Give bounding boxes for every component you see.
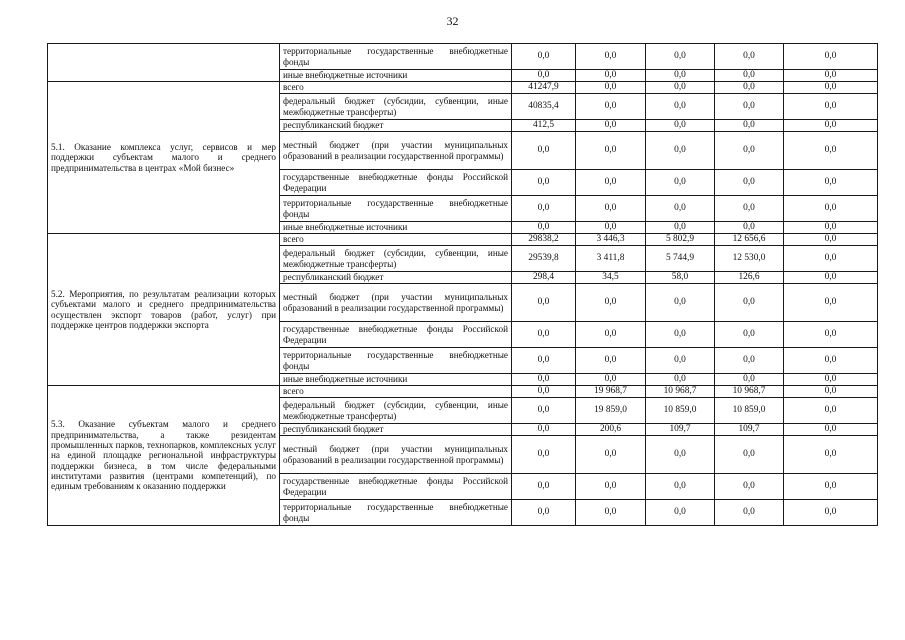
funding-source-cell: республиканский бюджет <box>280 272 512 284</box>
amount-cell: 0,0 <box>512 44 576 70</box>
amount-cell: 0,0 <box>512 70 576 82</box>
amount-cell: 41247,9 <box>512 82 576 94</box>
amount-cell: 298,4 <box>512 272 576 284</box>
amount-cell: 412,5 <box>512 120 576 132</box>
amount-cell: 0,0 <box>512 424 576 436</box>
amount-cell: 34,5 <box>576 272 646 284</box>
amount-cell: 0,0 <box>576 436 646 474</box>
amount-cell: 0,0 <box>784 374 878 386</box>
amount-cell: 0,0 <box>784 386 878 398</box>
amount-cell: 0,0 <box>576 44 646 70</box>
amount-cell: 0,0 <box>715 94 784 120</box>
amount-cell: 0,0 <box>646 500 715 526</box>
amount-cell: 0,0 <box>784 436 878 474</box>
measure-cell <box>48 44 280 82</box>
amount-cell: 0,0 <box>646 94 715 120</box>
amount-cell: 0,0 <box>576 348 646 374</box>
amount-cell: 12 656,6 <box>715 234 784 246</box>
amount-cell: 0,0 <box>646 436 715 474</box>
amount-cell: 0,0 <box>715 44 784 70</box>
amount-cell: 0,0 <box>646 44 715 70</box>
amount-cell: 0,0 <box>784 348 878 374</box>
funding-source-cell: государственные внебюджетные фонды Российской Федерации <box>280 474 512 500</box>
amount-cell: 10 968,7 <box>715 386 784 398</box>
table-row <box>48 386 878 398</box>
table-row <box>48 44 878 70</box>
amount-cell: 40835,4 <box>512 94 576 120</box>
amount-cell: 0,0 <box>512 436 576 474</box>
amount-cell: 0,0 <box>784 196 878 222</box>
funding-source-cell: территориальные государственные внебюджетные фонды <box>280 44 512 70</box>
amount-cell: 0,0 <box>646 132 715 170</box>
amount-cell: 0,0 <box>512 500 576 526</box>
amount-cell: 0,0 <box>646 170 715 196</box>
amount-cell: 0,0 <box>784 120 878 132</box>
amount-cell: 0,0 <box>576 284 646 322</box>
funding-source-cell: территориальные государственные внебюджетные фонды <box>280 196 512 222</box>
table-row <box>48 82 878 94</box>
funding-source-cell: всего <box>280 82 512 94</box>
amount-cell: 0,0 <box>784 222 878 234</box>
amount-cell: 0,0 <box>646 474 715 500</box>
amount-cell: 0,0 <box>784 398 878 424</box>
amount-cell: 3 411,8 <box>576 246 646 272</box>
amount-cell: 0,0 <box>576 170 646 196</box>
amount-cell: 0,0 <box>715 170 784 196</box>
measure-cell: 5.2. Мероприятия, по результатам реализации которых субъектами малого и среднего предпринимательства осуществлен экспорт товаров (работ, услуг) при поддержке центров поддержки экспорта <box>48 234 280 386</box>
amount-cell: 0,0 <box>576 94 646 120</box>
amount-cell: 58,0 <box>646 272 715 284</box>
page-number: 32 <box>446 14 459 28</box>
funding-source-cell: территориальные государственные внебюджетные фонды <box>280 500 512 526</box>
amount-cell: 0,0 <box>715 132 784 170</box>
amount-cell: 0,0 <box>715 70 784 82</box>
amount-cell: 19 859,0 <box>576 398 646 424</box>
table-row <box>48 234 878 246</box>
amount-cell: 0,0 <box>512 386 576 398</box>
amount-cell: 0,0 <box>784 132 878 170</box>
budget-table <box>47 43 878 526</box>
amount-cell: 0,0 <box>784 424 878 436</box>
amount-cell: 0,0 <box>715 222 784 234</box>
funding-source-cell: всего <box>280 386 512 398</box>
funding-source-cell: всего <box>280 234 512 246</box>
funding-source-cell: федеральный бюджет (субсидии, субвенции, иные межбюджетные трансферты) <box>280 398 512 424</box>
amount-cell: 0,0 <box>784 474 878 500</box>
amount-cell: 0,0 <box>715 196 784 222</box>
amount-cell: 0,0 <box>784 272 878 284</box>
amount-cell: 200,6 <box>576 424 646 436</box>
amount-cell: 0,0 <box>576 70 646 82</box>
amount-cell: 0,0 <box>512 196 576 222</box>
amount-cell: 0,0 <box>784 170 878 196</box>
funding-source-cell: республиканский бюджет <box>280 120 512 132</box>
amount-cell: 19 968,7 <box>576 386 646 398</box>
amount-cell: 0,0 <box>646 374 715 386</box>
funding-source-cell: территориальные государственные внебюджетные фонды <box>280 348 512 374</box>
amount-cell: 12 530,0 <box>715 246 784 272</box>
amount-cell: 126,6 <box>715 272 784 284</box>
amount-cell: 0,0 <box>512 284 576 322</box>
amount-cell: 0,0 <box>512 348 576 374</box>
amount-cell: 10 968,7 <box>646 386 715 398</box>
funding-source-cell: иные внебюджетные источники <box>280 222 512 234</box>
amount-cell: 0,0 <box>784 246 878 272</box>
measure-cell: 5.3. Оказание субъектам малого и среднего предпринимательства, а также резидентам промышленных парков, технопарков, комплексных услуг на единой площадке региональной инфраструктуры поддержки бизнеса, в том числе федеральными институтами развития (центрами компетенций), по единым требованиям к оказанию поддержки <box>48 386 280 526</box>
amount-cell: 0,0 <box>715 322 784 348</box>
funding-source-cell: местный бюджет (при участии муниципальных образований в реализации государственной программы) <box>280 436 512 474</box>
amount-cell: 0,0 <box>784 70 878 82</box>
amount-cell: 0,0 <box>576 322 646 348</box>
amount-cell: 0,0 <box>576 82 646 94</box>
amount-cell: 10 859,0 <box>715 398 784 424</box>
amount-cell: 0,0 <box>576 120 646 132</box>
amount-cell: 0,0 <box>512 322 576 348</box>
funding-source-cell: местный бюджет (при участии муниципальных образований в реализации государственной программы) <box>280 132 512 170</box>
funding-source-cell: федеральный бюджет (субсидии, субвенции, иные межбюджетные трансферты) <box>280 246 512 272</box>
amount-cell: 29539,8 <box>512 246 576 272</box>
amount-cell: 0,0 <box>646 348 715 374</box>
amount-cell: 0,0 <box>512 222 576 234</box>
amount-cell: 0,0 <box>512 170 576 196</box>
amount-cell: 0,0 <box>646 70 715 82</box>
amount-cell: 5 802,9 <box>646 234 715 246</box>
amount-cell: 0,0 <box>512 474 576 500</box>
amount-cell: 0,0 <box>576 132 646 170</box>
funding-source-cell: федеральный бюджет (субсидии, субвенции, иные межбюджетные трансферты) <box>280 94 512 120</box>
amount-cell: 0,0 <box>646 196 715 222</box>
amount-cell: 0,0 <box>784 500 878 526</box>
amount-cell: 0,0 <box>784 82 878 94</box>
amount-cell: 109,7 <box>646 424 715 436</box>
funding-source-cell: республиканский бюджет <box>280 424 512 436</box>
amount-cell: 0,0 <box>715 284 784 322</box>
amount-cell: 5 744,9 <box>646 246 715 272</box>
amount-cell: 0,0 <box>784 44 878 70</box>
amount-cell: 0,0 <box>576 196 646 222</box>
amount-cell: 0,0 <box>715 374 784 386</box>
amount-cell: 29838,2 <box>512 234 576 246</box>
amount-cell: 0,0 <box>715 120 784 132</box>
amount-cell: 0,0 <box>646 322 715 348</box>
amount-cell: 0,0 <box>715 500 784 526</box>
amount-cell: 0,0 <box>576 500 646 526</box>
amount-cell: 0,0 <box>512 398 576 424</box>
amount-cell: 109,7 <box>715 424 784 436</box>
amount-cell: 3 446,3 <box>576 234 646 246</box>
amount-cell: 0,0 <box>576 222 646 234</box>
amount-cell: 0,0 <box>646 120 715 132</box>
amount-cell: 0,0 <box>576 374 646 386</box>
funding-source-cell: иные внебюджетные источники <box>280 374 512 386</box>
funding-source-cell: местный бюджет (при участии муниципальных образований в реализации государственной программы) <box>280 284 512 322</box>
amount-cell: 0,0 <box>784 94 878 120</box>
amount-cell: 0,0 <box>715 82 784 94</box>
amount-cell: 0,0 <box>646 222 715 234</box>
amount-cell: 0,0 <box>784 234 878 246</box>
funding-source-cell: государственные внебюджетные фонды Российской Федерации <box>280 170 512 196</box>
amount-cell: 0,0 <box>646 82 715 94</box>
measure-cell: 5.1. Оказание комплекса услуг, сервисов и мер поддержки субъектам малого и среднего предпринимательства в центрах «Мой бизнес» <box>48 82 280 234</box>
funding-source-cell: иные внебюджетные источники <box>280 70 512 82</box>
amount-cell: 10 859,0 <box>646 398 715 424</box>
amount-cell: 0,0 <box>576 474 646 500</box>
amount-cell: 0,0 <box>715 436 784 474</box>
amount-cell: 0,0 <box>512 132 576 170</box>
amount-cell: 0,0 <box>646 284 715 322</box>
amount-cell: 0,0 <box>512 374 576 386</box>
funding-source-cell: государственные внебюджетные фонды Российской Федерации <box>280 322 512 348</box>
amount-cell: 0,0 <box>715 348 784 374</box>
amount-cell: 0,0 <box>784 284 878 322</box>
amount-cell: 0,0 <box>715 474 784 500</box>
amount-cell: 0,0 <box>784 322 878 348</box>
budget-table-body <box>48 44 878 526</box>
